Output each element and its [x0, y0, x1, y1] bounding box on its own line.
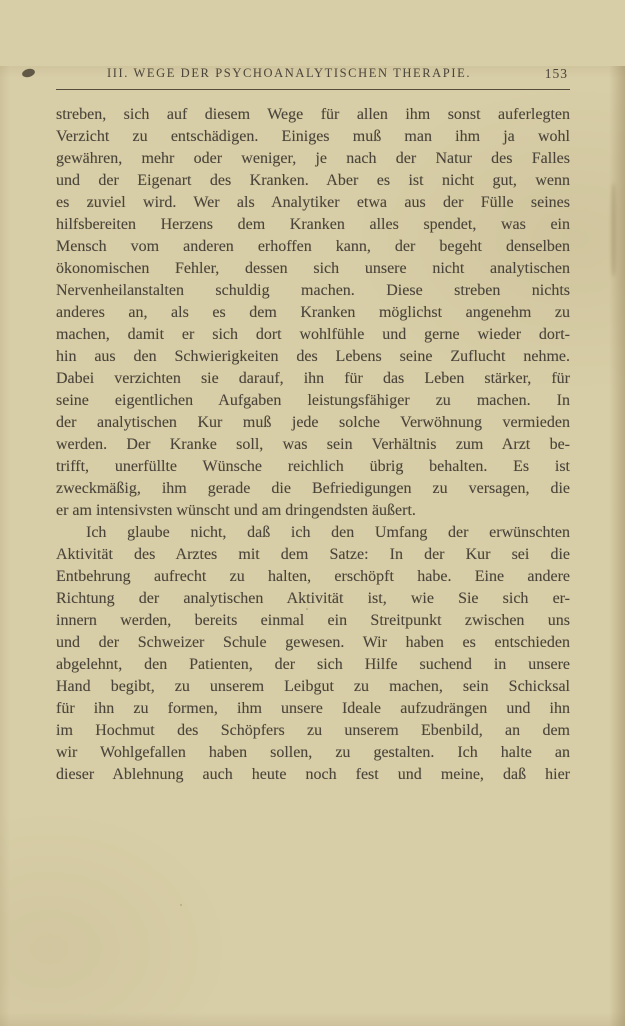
text-line: er am intensivsten wünscht und am dringendsten äußert. [56, 502, 416, 519]
text-line: wir Wohlgefallen haben sollen, zu gestalten. Ich halte an [56, 744, 570, 761]
text-line: Dabei verzichten sie darauf, ihn für das Leben stärker, für [56, 370, 570, 387]
text-line: der analytischen Kur muß jede solche Verwöhnung vermieden [56, 414, 570, 431]
text-line: hin aus den Schwierigkeiten des Lebens seine Zuflucht nehme. [56, 348, 570, 365]
page-number: 153 [544, 66, 568, 81]
text-line: und der Schweizer Schule gewesen. Wir haben es entschieden [56, 634, 570, 651]
text-line: hilfsbereiten Herzens dem Kranken alles spendet, was ein [56, 216, 570, 233]
header-rule [56, 89, 570, 90]
text-line: Ich glaube nicht, daß ich den Umfang der erwünschten [86, 524, 570, 541]
paper-speck [611, 184, 616, 276]
text-line: seine eigentlichen Aufgaben leistungsfähiger zu machen. In [56, 392, 570, 409]
text-line: streben, sich auf diesem Wege für allen ihm sonst auferlegten [56, 106, 570, 123]
paper-speck [306, 608, 308, 610]
paper-speck [180, 904, 182, 906]
text-line: ökonomischen Fehler, dessen sich unsere nicht analytischen [56, 260, 570, 277]
text-line: trifft, unerfüllte Wünsche reichlich übrig behalten. Es ist [56, 458, 570, 475]
text-line: im Hochmut des Schöpfers zu unserem Ebenbild, an dem [56, 722, 570, 739]
text-line: Verzicht zu entschädigen. Einiges muß man ihm ja wohl [56, 128, 570, 145]
text-line: anderes an, als es dem Kranken möglichst angenehm zu [56, 304, 570, 321]
text-line: Mensch vom anderen erhoffen kann, der begeht denselben [56, 238, 570, 255]
text-line: Richtung der analytischen Aktivität ist, wie Sie sich er- [56, 590, 570, 607]
text-line: Nervenheilanstalten schuldig machen. Diese streben nichts [56, 282, 570, 299]
text-line: für ihn zu formen, ihm unsere Ideale aufzudrängen und ihn [56, 700, 570, 717]
running-head: III. WEGE DER PSYCHOANALYTISCHEN THERAPIE. [106, 66, 472, 80]
text-line: zweckmäßig, ihm gerade die Befriedigungen zu versagen, die [56, 480, 570, 497]
book-page [0, 66, 625, 1026]
text-line: und der Eigenart des Kranken. Aber es ist nicht gut, wenn [56, 172, 570, 189]
paper-speck [90, 203, 93, 206]
paragraph [56, 522, 570, 786]
body-text [56, 104, 570, 786]
paper-speck [563, 754, 566, 756]
paragraph [56, 104, 570, 522]
text-line: es zuviel wird. Wer als Analytiker etwa aus der Fülle seines [56, 194, 570, 211]
page-header [56, 66, 570, 84]
text-line: machen, damit er sich dort wohlfühle und gerne wieder dort- [56, 326, 570, 343]
paper-speck [21, 67, 36, 78]
text-line: gewähren, mehr oder weniger, je nach der Natur des Falles [56, 150, 570, 167]
text-line: Aktivität des Arztes mit dem Satze: In der Kur sei die [56, 546, 570, 563]
text-line: innern werden, bereits einmal ein Streitpunkt zwischen uns [56, 612, 570, 629]
text-line: abgelehnt, den Patienten, der sich Hilfe suchend in unsere [56, 656, 570, 673]
text-line: werden. Der Kranke soll, was sein Verhältnis zum Arzt be- [56, 436, 570, 453]
text-line: dieser Ablehnung auch heute noch fest und meine, daß hier [56, 766, 570, 783]
text-line: Entbehrung aufrecht zu halten, erschöpft habe. Eine andere [56, 568, 570, 585]
text-line: Hand begibt, zu unserem Leibgut zu machen, sein Schicksal [56, 678, 570, 695]
